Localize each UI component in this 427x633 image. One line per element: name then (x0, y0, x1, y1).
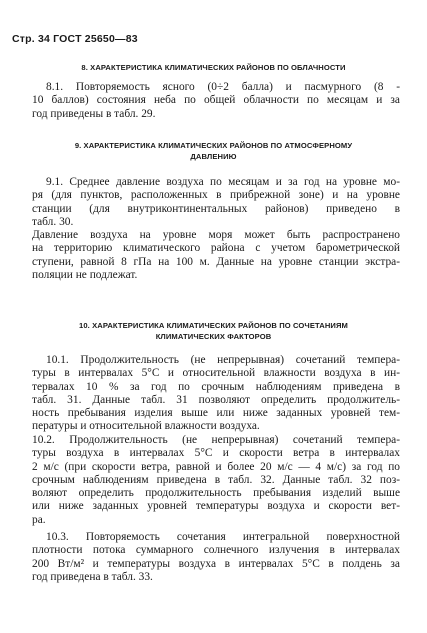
text-line: год приведены в табл. 29. (32, 107, 156, 120)
text-line: ра. (32, 513, 46, 526)
text-line: год приведена в табл. 33. (32, 570, 153, 583)
section-heading-line: КЛИМАТИЧЕСКИХ ФАКТОРОВ (155, 332, 272, 341)
section-heading-line: ДАВЛЕНИЮ (190, 152, 237, 161)
text-line: станции (для внутриконтинентальных районов) приведено в (32, 202, 400, 215)
paragraph-10-3 (32, 531, 400, 584)
section-heading-10 (12, 320, 415, 342)
text-line: туры воздуха в интервалах 5°С и скорости ветра в интервалах (32, 447, 400, 460)
text-line: поляции не подлежат. (32, 268, 138, 281)
text-line: плотности потока суммарного солнечного излучения в интервалах (32, 544, 400, 557)
text-line: 10 баллов) состояния неба по общей облачности по месяцам и за (32, 94, 400, 107)
text-line: 10.2. Продолжительность (не непрерывная) сочетаний темпера- (32, 434, 400, 446)
paragraph-9-1 (32, 176, 400, 229)
section-heading-line: 8. ХАРАКТЕРИСТИКА КЛИМАТИЧЕСКИХ РАЙОНОВ ПО ОБЛАЧНОСТИ (81, 63, 346, 72)
text-line: 10.3. Повторяемость сочетания интегральной поверхностной (46, 531, 400, 543)
text-line: воляют определить продолжительность пребывания изделий выше (32, 487, 400, 500)
paragraph-10-2 (32, 434, 400, 527)
text-line: ность пребывания изделия выше или ниже заданных уровней тем- (32, 407, 400, 420)
text-line: 10.1. Продолжительность (не непрерывная) сочетаний темпера- (46, 354, 400, 366)
text-line: ступени, равной 8 гПа на 100 м. Данные на уровне станции экстра- (32, 255, 400, 268)
text-line: или ниже заданных уровней температуры воздуха и скорости вет- (32, 500, 400, 513)
text-line: Давление воздуха на уровне моря может быть распространено (32, 229, 400, 241)
text-line: тервалах 10 % за год по срочным наблюдениям приведена в (32, 380, 400, 393)
page-header: Стр. 34 ГОСТ 25650—83 (12, 33, 138, 45)
text-line: 9.1. Среднее давление воздуха по месяцам и за год на уровне мо- (46, 176, 400, 188)
section-heading-8 (12, 62, 415, 73)
text-line: 8.1. Повторяемость ясного (0÷2 балла) и пасмурного (8 - (46, 81, 400, 93)
text-line: 2 м/с (при скорости ветра, равной и более 20 м/с — 4 м/с) за год по (32, 460, 400, 473)
text-line: ря (для пунктов, расположенных в прибрежной зоне) и на уровне (32, 189, 400, 202)
text-line: табл. 31. Данные табл. 31 позволяют определить продолжитель- (32, 393, 400, 406)
text-line: 200 Вт/м² и температуры воздуха в интервалах 5°С в полдень за (32, 557, 400, 570)
section-heading-9 (12, 140, 415, 162)
paragraph-10-1 (32, 354, 400, 434)
text-line: табл. 30. (32, 215, 74, 228)
section-heading-line: 9. ХАРАКТЕРИСТИКА КЛИМАТИЧЕСКИХ РАЙОНОВ ПО АТМОСФЕРНОМУ (74, 141, 353, 150)
paragraph-9-2 (32, 229, 400, 282)
section-heading-line: 10. ХАРАКТЕРИСТИКА КЛИМАТИЧЕСКИХ РАЙОНОВ ПО СОЧЕТАНИЯМ (79, 321, 348, 330)
paragraph-8-1 (32, 81, 400, 121)
text-line: пературы и относительной влажности воздуха. (32, 420, 260, 433)
text-line: на территорию климатического района с учетом барометрической (32, 242, 400, 255)
text-line: туры в интервалах 5°С и относительной влажности воздуха в ин- (32, 367, 400, 380)
text-line: срочным наблюдениям приведена в табл. 32. Данные табл. 32 поз- (32, 473, 400, 486)
